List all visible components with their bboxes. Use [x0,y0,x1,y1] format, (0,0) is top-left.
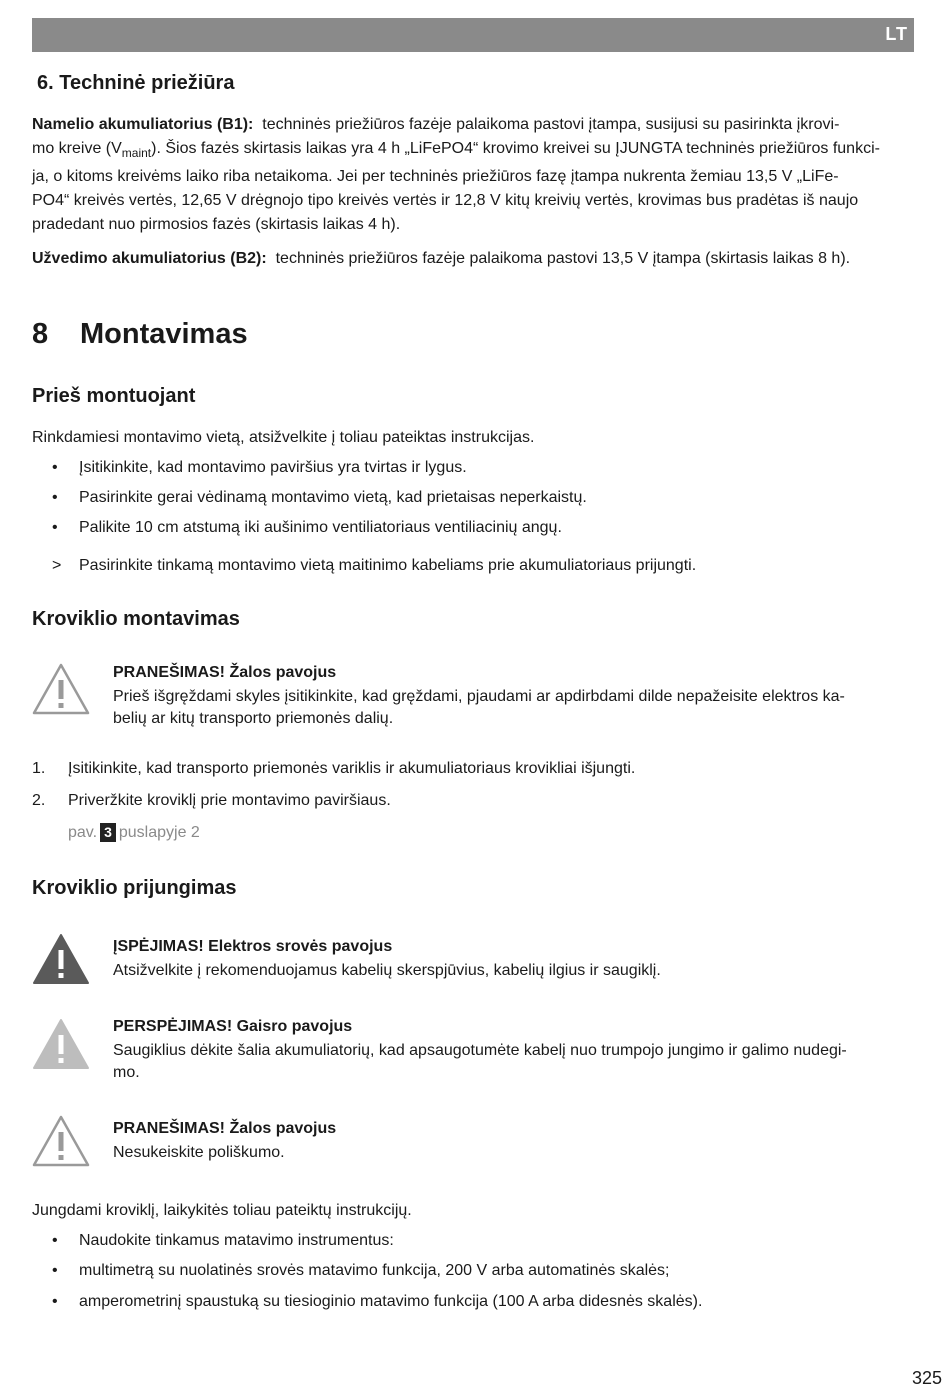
page-number: 325 [911,1368,942,1388]
step-text: Įsitikinkite, kad transporto priemonės variklis ir akumuliatoriaus krovikliai išjungti. [68,760,636,777]
header-bar [32,18,914,52]
language-code: LT [885,24,908,44]
caution-text: Saugiklius dėkite šalia akumuliatorių, kad apsaugotumėte kabelį nuo trumpojo jungimo ir galimo nudegi- mo. [113,1042,847,1081]
chapter-title: Montavimas [80,318,248,350]
b1-label: Namelio akumuliatorius (B1): [32,116,254,133]
mounting-notice-text: Prieš išgręždami skyles įsitikinkite, kad gręždami, pjaudami ar apdirbdami dilde nepažeisite elektros ka- belių ar kitų transporto priemonės dalių. [113,688,845,727]
b2-label: Užvedimo akumuliatorius (B2): [32,250,267,267]
b1-line2-pre: mo kreive (V [32,140,122,157]
b1-line1: techninės priežiūros fazėje palaikoma pastovi įtampa, susijusi su pasirinkta įkrovi- [262,116,840,133]
polarity-notice-text: Nesukeiskite poliškumo. [113,1144,285,1161]
warning-triangle-icon [32,933,90,985]
mounting-notice-title: PRANEŠIMAS! Žalos pavojus [113,664,337,681]
tip-text: Pasirinkite tinkamą montavimo vietą maitinimo kabeliams prie akumuliatoriaus prijungti. [79,557,697,574]
b1-line5: pradedant nuo pirmosios fazės (skirtasis laikas 4 h). [32,216,401,234]
b2-paragraph [32,247,850,271]
b1-subscript: maint [121,146,152,161]
maintenance-title: 6. Techninė priežiūra [37,72,235,94]
installation-heading [32,318,248,351]
connecting-title: Kroviklio prijungimas [32,877,237,899]
warning-triangle-icon [32,1018,90,1070]
step-number: 2. [32,792,46,809]
warning-triangle-icon [32,1115,90,1167]
step-text: Priveržkite kroviklį prie montavimo paviršiaus. [68,792,391,809]
mounting-title: Kroviklio montavimas [32,608,240,630]
chapter-number: 8 [32,318,49,350]
before-install-intro: Rinkdamiesi montavimo vietą, atsižvelkite į toliau pateiktas instrukcijas. [32,429,535,446]
b2-text: techninės priežiūros fazėje palaikoma pastovi 13,5 V įtampa (skirtasis laikas 8 h). [275,250,851,267]
step-number: 1. [32,760,46,777]
b1-paragraph [32,113,922,237]
b1-line2-post: ). Šios fazės skirtasis laikas yra 4 h „LiFePO4“ krovimo kreivei su ĮJUNGTA techninės priežiūros funkci- [151,140,880,157]
caution-title: PERSPĖJIMAS! Gaisro pavojus [113,1018,353,1035]
tip-mark: > [52,557,62,574]
before-install-title: Prieš montuojant [32,385,196,407]
polarity-notice-title: PRANEŠIMAS! Žalos pavojus [113,1120,337,1137]
connecting-intro: Jungdami kroviklį, laikykitės toliau pateiktų instrukcijų. [32,1202,412,1219]
warning-title: ĮSPĖJIMAS! Elektros srovės pavojus [113,938,393,955]
figure-number-badge: 3 [100,823,116,842]
figure-reference[interactable]: pav. 3 puslapyje 2 [68,824,200,841]
b1-line3: ja, o kitoms kreivėms laiko riba netaikoma. Jei per techninės priežiūros fazę įtampa nukrenta žemiau 13,5 V „LiFe- [32,168,839,186]
warning-text: Atsižvelkite į rekomenduojamus kabelių skerspjūvius, kabelių ilgius ir saugiklį. [113,962,661,979]
b1-line4: PO4“ kreivės vertės, 12,65 V drėgnojo tipo kreivės vertės ir 12,8 V kitų kreivių vertės, krovimas bus pradėtas iš naujo [32,192,859,210]
warning-triangle-icon [32,663,90,715]
